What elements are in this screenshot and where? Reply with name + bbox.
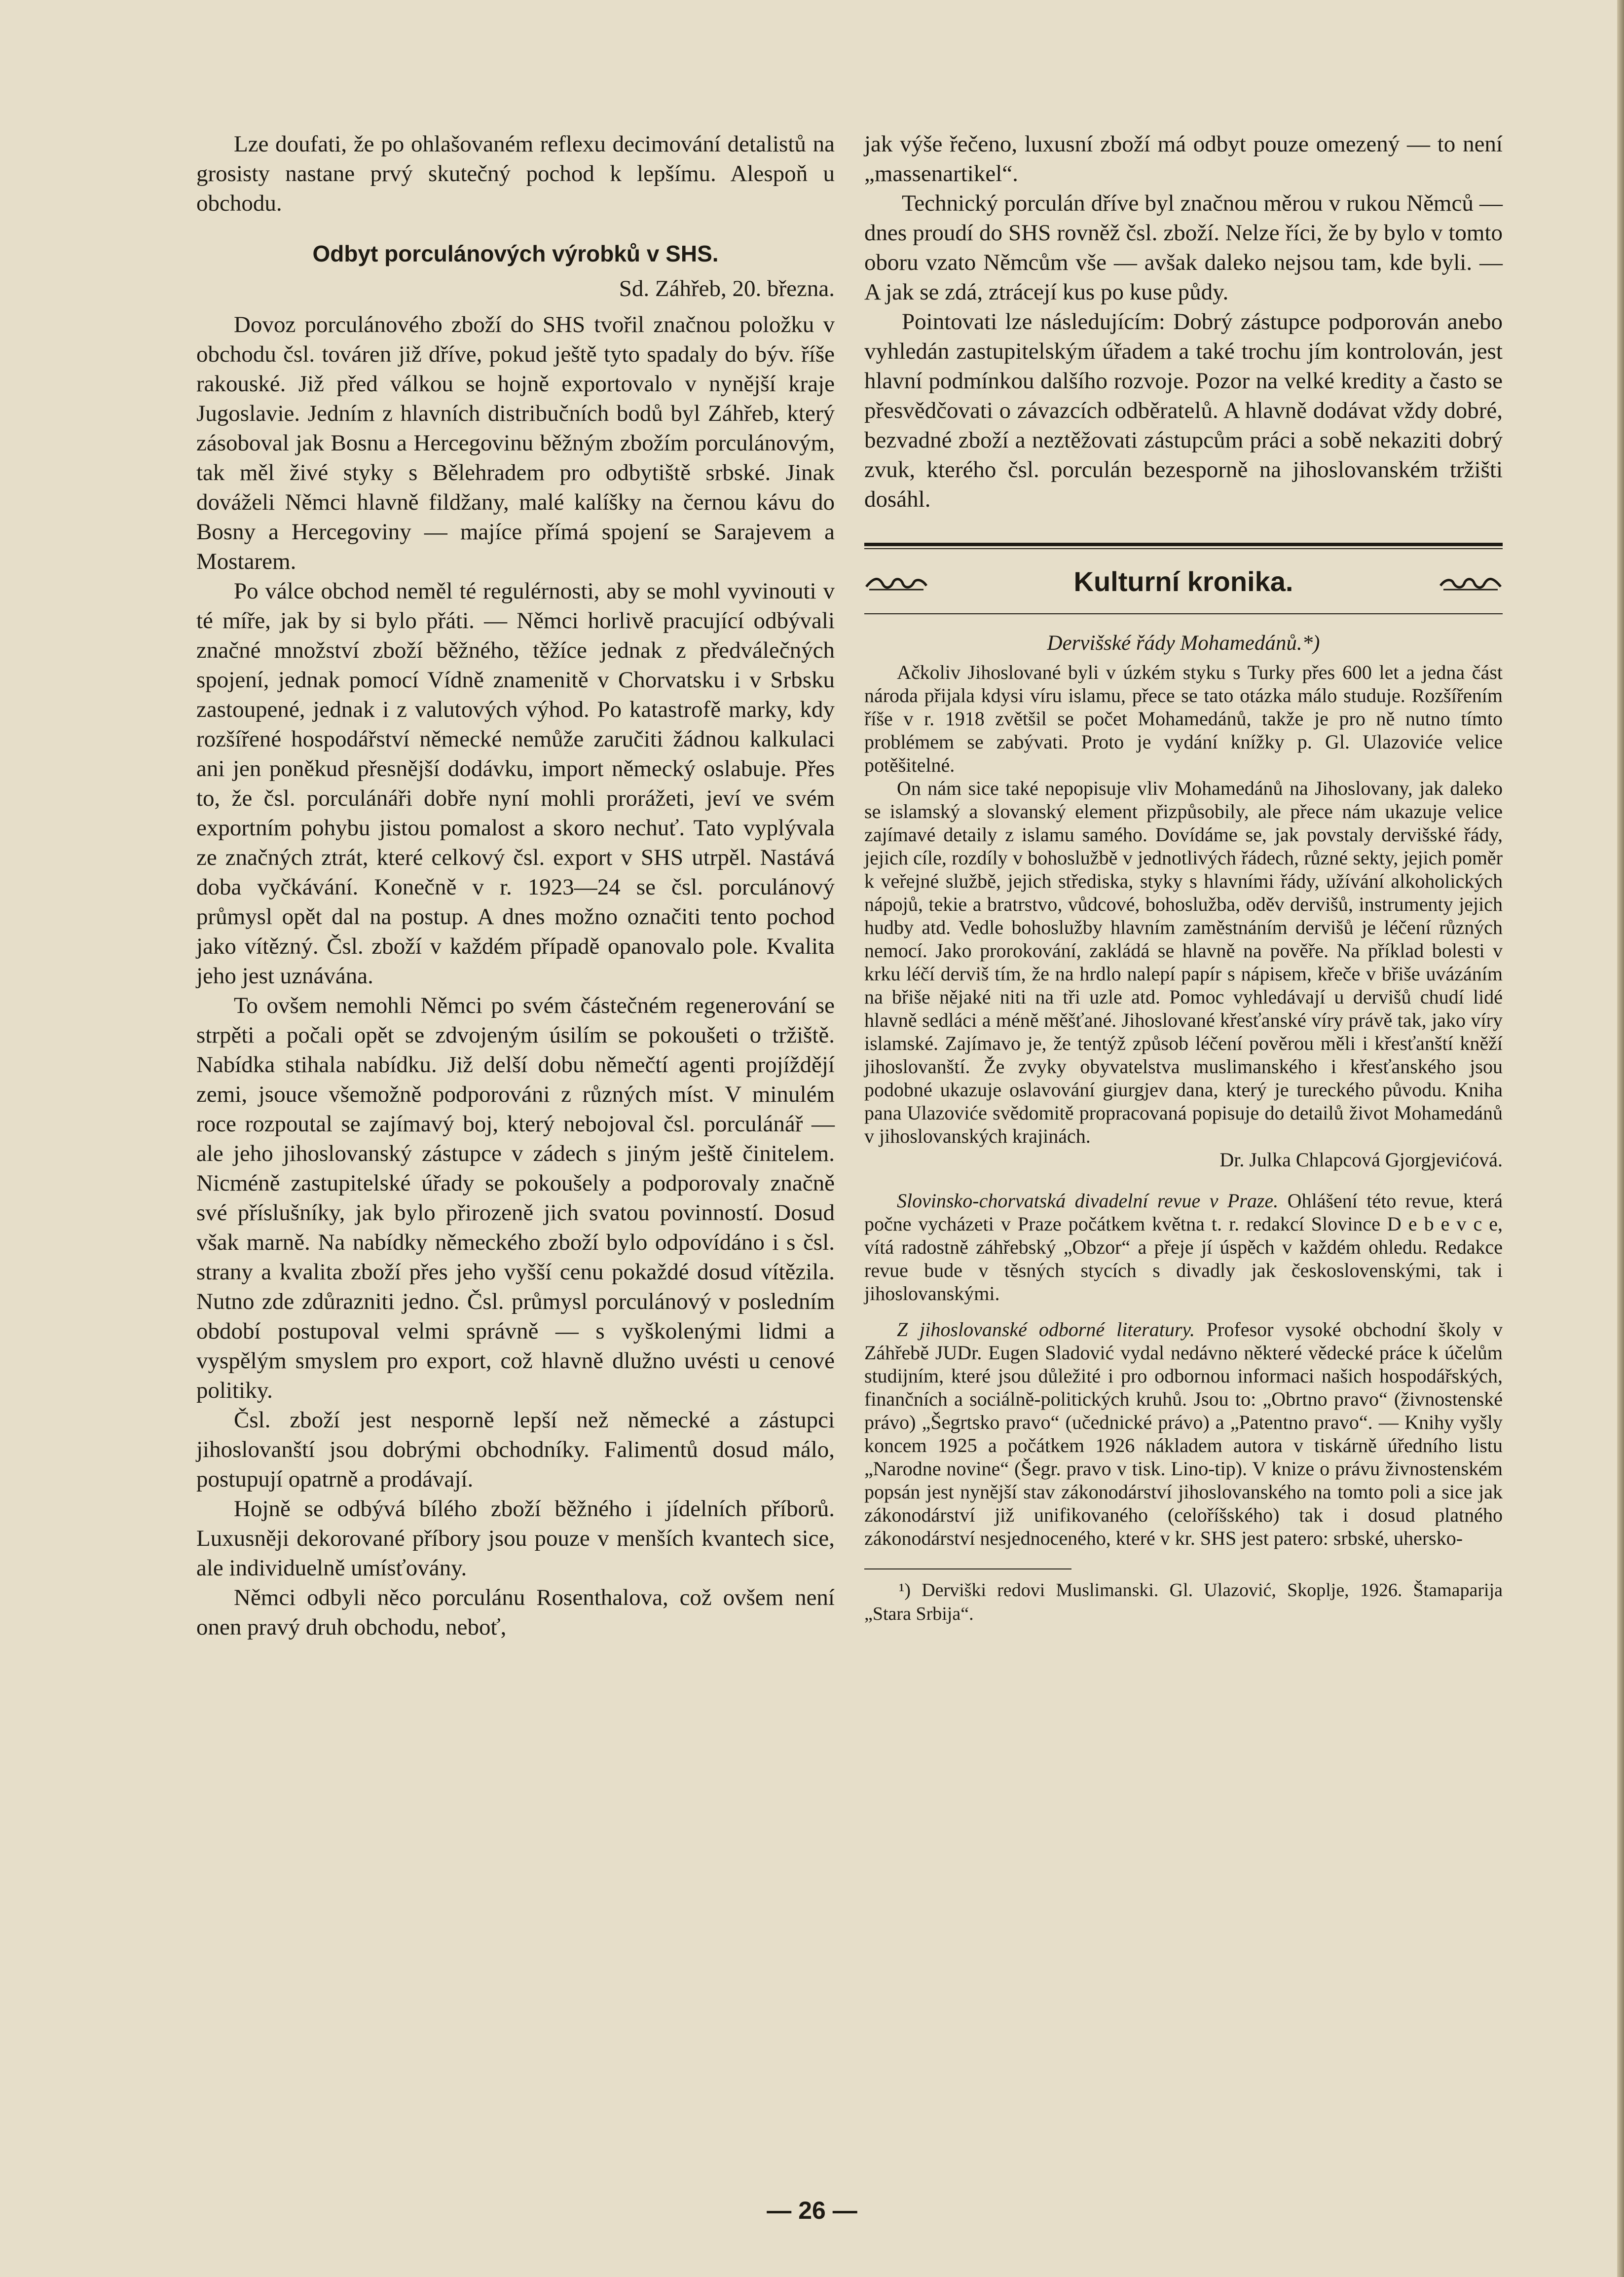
article-paragraph: Čsl. zboží jest nesporně lepší než německé a zástupci jihoslovanští jsou dobrými obchodníky. Falimentů dosud málo, postupují opatrně a prodávají. — [196, 1407, 835, 1492]
chronicle-paragraph: On nám sice také nepopisuje vliv Mohamedánů na Jihoslovany, jak daleko se islamský a slovanský element přizpůsobily, ale přece nám ukazuje velice zajímavé detaily z islamu samého. Dovídáme se, jak povstaly dervišské řády, jejich cíle, rozdíly v bohoslužbě v jednotlivých řádech, různé sekty, jejich poměr k veřejné službě, jejich střediska, styky s hlavními řády, užívání alkoholických nápojů, tekie a bratrstvo, vůdcové, bohoslužba, oděv dervišů, instrumenty jejich hudby atd. Vedle bohoslužby hlavním zaměstnáním dervišů je léčení různých nemocí. Jako prorokování, zakládá se hlavně na pověře. Na příklad bolesti v krku léčí derviš tím, že na hrdlo nalepí papír s nápisem, křeče v břiše uvázáním na břiše nějaké niti na tři uzle atd. Pomoc vyhledávají u dervišů chudí lidé hlavně sedláci a méně měšťané. Jihoslované křesťanské víry právě tak, jako víry islamské. Zajímavo je, že tentýž způsob léčení pověrou měli i křesťanští kněží jihoslovanští. Že zvyky obyvatelstva muslimanského i křesťanského jsou podobné ukazuje oslavování giurgjev dana, který je tureckého původu. Kniha pana Ulazoviće svědomitě propracovaná popisuje do detailů život Mohamedánů v jihoslovanských krajinách. — [864, 777, 1503, 1147]
article-paragraph: Technický porculán dříve byl značnou měrou v rukou Němců — dnes proudí do SHS rovněž čsl. zboží. Nelze říci, že by bylo v tomto oboru vzato Němcům vše — avšak daleko nejsou tam, kde byli. — A jak se zdá, ztrácejí kus po kuse půdy. — [864, 190, 1503, 305]
chronicle-signature: Dr. Julka Chlapcová Gjorgjevićová. — [1219, 1149, 1503, 1171]
section-divider-thin — [864, 613, 1503, 614]
section-title: Kulturní kronika. — [1073, 566, 1293, 597]
chronicle-paragraph — [864, 1189, 1503, 1305]
section-divider — [864, 543, 1503, 549]
right-column — [864, 129, 1503, 1626]
article-paragraph: Po válce obchod neměl té regulérnosti, aby se mohl vyvinouti v té míře, jak by si bylo přáti. — Němci horlivě pracující odbývali značné množství zboží běžného, těžíce jednak z předválečných spojení, jednak pomocí Vídně znamenitě v Chorvatsku i v Srbsku zastoupené, jednak i z valutových výhod. Po katastrofě marky, kdy rozšířené hospodářství německé nemůže zaručiti žádnou kalkulaci ani jen poněkud přesnější dodávku, import německý oslabuje. Přes to, že čsl. porculánáři dobře nyní mohli prorážeti, jeví ve svém exportním pohybu jistou pomalost a skoro nechuť. Tato vyplývala ze značných ztrát, které celkový čsl. export v SHS utrpěl. Nastává doba vyčkávání. Konečně v r. 1923—24 se čsl. porculánový průmysl opět dal na postup. A dnes možno označiti tento pochod jako vítězný. Čsl. zboží v každém případě opanovalo pole. Kvalita jeho jest uznávána. — [196, 578, 835, 989]
chronicle-title: Dervišské řády Mohamedánů.*) — [1047, 632, 1320, 655]
article-paragraph: Němci odbyli něco porculánu Rosenthalova, což ovšem není onen pravý druh obchodu, neboť, — [196, 1585, 835, 1640]
chronicle-paragraph: Ačkoliv Jihoslované byli v úzkém styku s Turky přes 600 let a jedna část národa přijala kdysi víru islamu, přece se tato otázka málo studuje. Rozšířením říše v r. 1918 zvětšil se počet Mohamedánů, takže je pro ně nutno tímto problémem se zabývati. Proto je vydání knížky p. Gl. Ulazoviće velice potěšitelné. — [864, 661, 1503, 776]
article-paragraph: jak výše řečeno, luxusní zboží má odbyt pouze omezený — to není „massenartikel“. — [864, 131, 1503, 187]
ornament-right-icon — [1439, 573, 1503, 593]
article-paragraph: To ovšem nemohli Němci po svém částečném regenerování se strpěti a počali opět se zdvojeným úsilím se pokoušeti o tržiště. Nabídka stihala nabídku. Již delší dobu němečtí agenti projíždějí zemi, jsouce všemožně podporováni z různých míst. V minulém roce rozpoutal se zajímavý boj, který nebojoval čsl. porculánář — ale jeho jihoslovanský zástupce v zádech s jiným ještě činitelem. Nicméně zastupitelské úřady se pokoušely a podporovaly značně své příslušníky, jak bylo přirozeně jich svatou povinností. Dosud však marně. Na nabídky německého zboží bylo odpovídáno i s čsl. strany a kvalita zboží přes jeho vyšší cenu pokaždé dosud vítězila. Nutno zde zdůrazniti jedno. Čsl. průmysl porculánový v posledním období postupoval velmi správně — s vyškolenými lidmi a vyspělým smyslem pro export, což hlavně dlužno uvésti u cenové politiky. — [196, 993, 835, 1403]
article-paragraph: Pointovati lze následujícím: Dobrý zástupce podporován anebo vyhledán zastupitelským úřadem a také trochu jím kontrolován, jest hlavní podmínkou dalšího rozvoje. Pozor na velké kredity a často se přesvědčovati o závazcích odběratelů. A hlavně dodávat vždy dobré, bezvadné zboží a neztěžovati zástupcům práci a sobě nekaziti dobrý zvuk, kterého čsl. porculán bezesporně na jihoslovanském tržišti dosáhl. — [864, 309, 1503, 512]
article-paragraph: Hojně se odbývá bílého zboží běžného i jídelních příborů. Luxusněji dekorované příbory jsou pouze v menších kvantech sice, ale individuelně umísťovány. — [196, 1496, 835, 1581]
article-dateline: Sd. Záhřeb, 20. března. — [619, 276, 835, 301]
page-edge — [1617, 0, 1624, 2277]
footnote-rule — [864, 1568, 1071, 1569]
ornament-left-icon — [864, 573, 928, 593]
chronicle-inline-title: Slovinsko-chorvatská divadelní revue v Praze. — [897, 1190, 1279, 1212]
intro-paragraph: Lze doufati, že po ohlašovaném reflexu decimování detalistů na grosisty nastane prvý skutečný pochod k lepšímu. Alespoň u obchodu. — [196, 131, 835, 216]
chronicle-text: Profesor vysoké obchodní školy v Záhřebě JUDr. Eugen Sladović vydal nedávno některé vědecké práce k účelům studijním, které jsou důležité i pro odbornou informaci našich hospodářských, finančních a sociálně-politických kruhů. Jsou to: „Obrtno pravo“ (živnostenské právo) „Šegrtsko pravo“ (učednické právo) a „Patentno pravo“. — Knihy vyšly koncem 1925 a počátkem 1926 nákladem autora v tiskárně úředního listu „Narodne novine“ (Šegr. pravo v tisk. Lino-tip). V knize o právu živnostenském popsán jest nynější stav zákonodárství jihoslovanského na tomto poli a sice jak zákonodárství již unifikovaného (celoříšského) tak i dosud platného zákonodárství nesjednoceného, které v kr. SHS jest patero: srbské, uhersko- — [864, 1318, 1503, 1549]
left-column — [196, 129, 835, 1642]
chronicle-text: Ohlášení této revue, která počne vycházeti v Praze počátkem května t. r. redakcí Slovince D e b e v c e, vítá radostně záhřebský „Obzor“ a přeje jí úspěch v každém ohledu. Redakce revue bude v těsných stycích s divadly jak československými, tak i jihoslovanskými. — [864, 1190, 1503, 1305]
section-header — [864, 558, 1503, 605]
chronicle-paragraph — [864, 1318, 1503, 1550]
footnote: ¹) Derviški redovi Muslimanski. Gl. Ulazović, Skoplje, 1926. Štamaparija „Stara Srbija“. — [864, 1580, 1503, 1624]
page-number: — 26 — — [767, 2197, 857, 2224]
spacer — [864, 1305, 1503, 1318]
chronicle-inline-title: Z jihoslovanské odborné literatury. — [897, 1318, 1195, 1341]
article-heading: Odbyt porculánových výrobků v SHS. — [312, 241, 719, 266]
article-paragraph: Dovoz porculánového zboží do SHS tvořil značnou položku v obchodu čsl. továren již dříve, pokud ještě tyto spadaly do býv. říše rakouské. Již před válkou se hojně exportovalo v nynější kraje Jugoslavie. Jedním z hlavních distribučních bodů byl Záhřeb, který zásoboval jak Bosnu a Hercegovinu běžným zbožím porculánovým, tak měl živé styky s Bělehradem pro odbytiště srbské. Jinak dováželi Němci hlavně fildžany, malé kalíšky na černou kávu do Bosny a Hercegoviny — majíce přímá spojení se Sarajevem a Mostarem. — [196, 312, 835, 574]
